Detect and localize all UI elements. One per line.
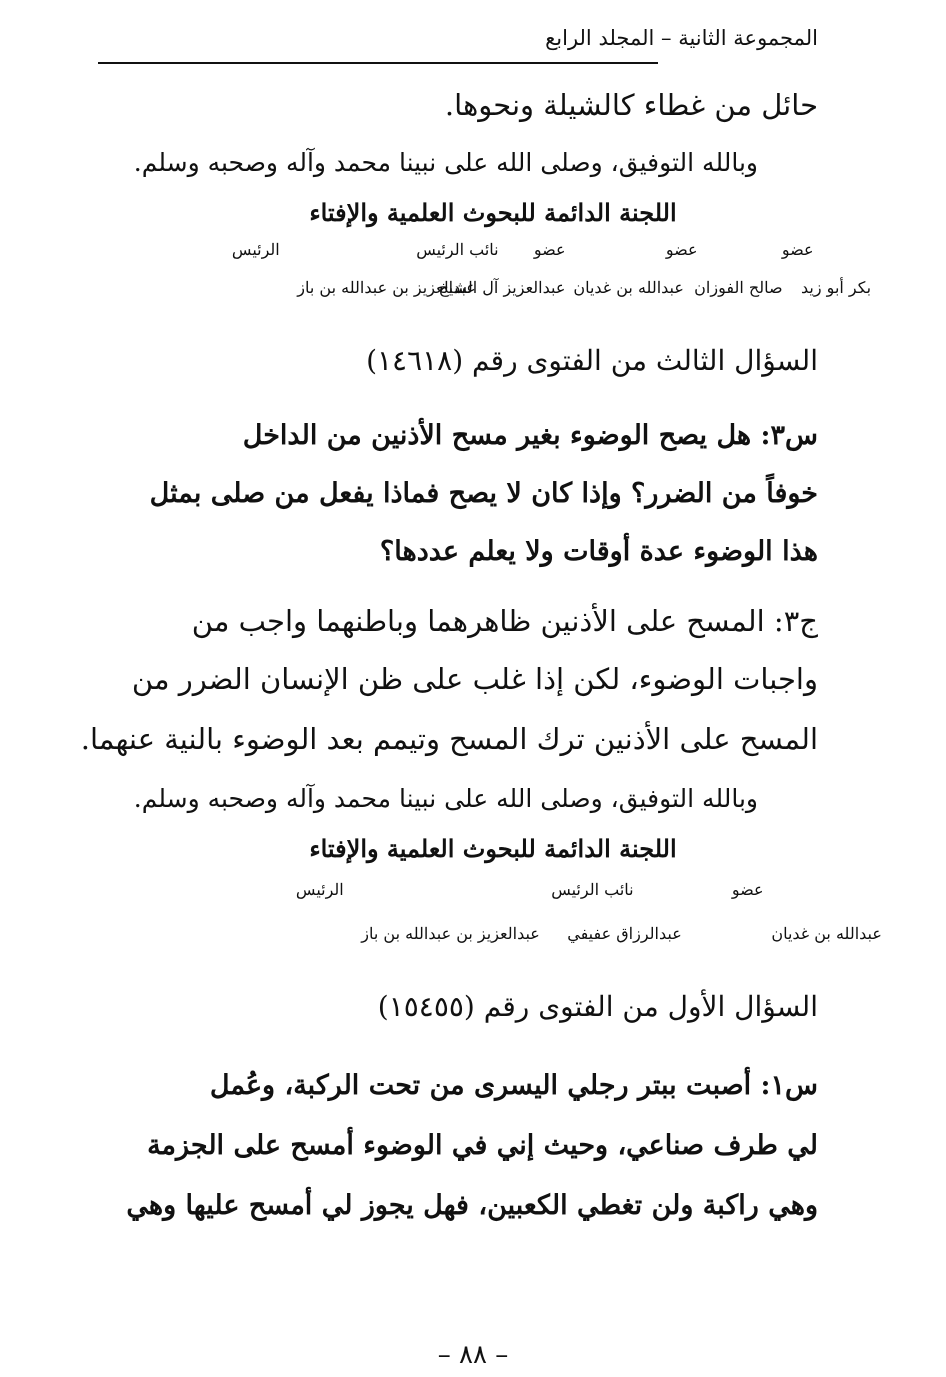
- question-line: س١: أصبت ببتر رجلي اليسرى من تحت الركبة، وعُمل: [209, 1070, 818, 1101]
- signature-name: بكر أبو زيد: [801, 278, 872, 297]
- answer-line: واجبات الوضوء، لكن إذا غلب على ظن الإنسان الضرر من: [131, 662, 818, 696]
- fatwa-reference: السؤال الثالث من الفتوى رقم (١٤٦١٨): [366, 344, 818, 377]
- signature-name: عبدالعزيز آل الشيخ: [438, 278, 566, 297]
- signature-role: الرئيس: [231, 240, 280, 259]
- answer-line: ج٣: المسح على الأذنين ظاهرهما وباطنهما واجب من: [191, 604, 818, 638]
- signature-role: نائب الرئيس: [551, 880, 634, 899]
- question-line: خوفاً من الضرر؟ وإذا كان لا يصح فماذا يفعل من صلى بمثل: [149, 478, 818, 509]
- question-line: لي طرف صناعي، وحيث إني في الوضوء أمسح على الجزمة: [147, 1130, 818, 1161]
- signature-name: عبدالله بن غديان: [771, 924, 882, 943]
- signature-role: عضو: [665, 240, 698, 259]
- question-line: هذا الوضوء عدة أوقات ولا يعلم عددها؟: [379, 536, 818, 567]
- running-header: [98, 26, 818, 66]
- question-line: س٣: هل يصح الوضوء بغير مسح الأذنين من الداخل: [242, 420, 818, 451]
- header-rule: [98, 62, 658, 64]
- committee-name: اللجنة الدائمة للبحوث العلمية والإفتاء: [309, 198, 677, 227]
- question-line: وهي راكبة ولن تغطي الكعبين، فهل يجوز لي أمسح عليها وهي: [126, 1190, 818, 1221]
- signature-name: عبدالعزيز بن عبدالله بن باز: [361, 924, 540, 943]
- signature-name: عبدالله بن غديان: [573, 278, 684, 297]
- signature-role: عضو: [533, 240, 566, 259]
- signature-name: عبدالرزاق عفيفي: [567, 924, 682, 943]
- signature-name: صالح الفوزان: [694, 278, 783, 297]
- closing-line: وبالله التوفيق، وصلى الله على نبينا محمد وآله وصحبه وسلم.: [133, 148, 758, 177]
- text-line: حائل من غطاء كالشيلة ونحوها.: [444, 88, 818, 122]
- signature-role: الرئيس: [295, 880, 344, 899]
- header-title: المجموعة الثانية – المجلد الرابع: [545, 26, 818, 50]
- page-number: – ٨٨ –: [437, 1340, 509, 1370]
- signature-role: عضو: [781, 240, 814, 259]
- closing-line: وبالله التوفيق، وصلى الله على نبينا محمد وآله وصحبه وسلم.: [133, 784, 758, 813]
- fatwa-reference: السؤال الأول من الفتوى رقم (١٥٤٥٥): [377, 990, 818, 1023]
- signature-role: عضو: [731, 880, 764, 899]
- answer-line: المسح على الأذنين ترك المسح وتيمم بعد الوضوء بالنية عنهما.: [80, 722, 818, 756]
- signature-role: نائب الرئيس: [416, 240, 499, 259]
- signature-name: عبدالعزيز بن عبدالله بن باز: [297, 278, 476, 297]
- committee-name: اللجنة الدائمة للبحوث العلمية والإفتاء: [309, 834, 677, 863]
